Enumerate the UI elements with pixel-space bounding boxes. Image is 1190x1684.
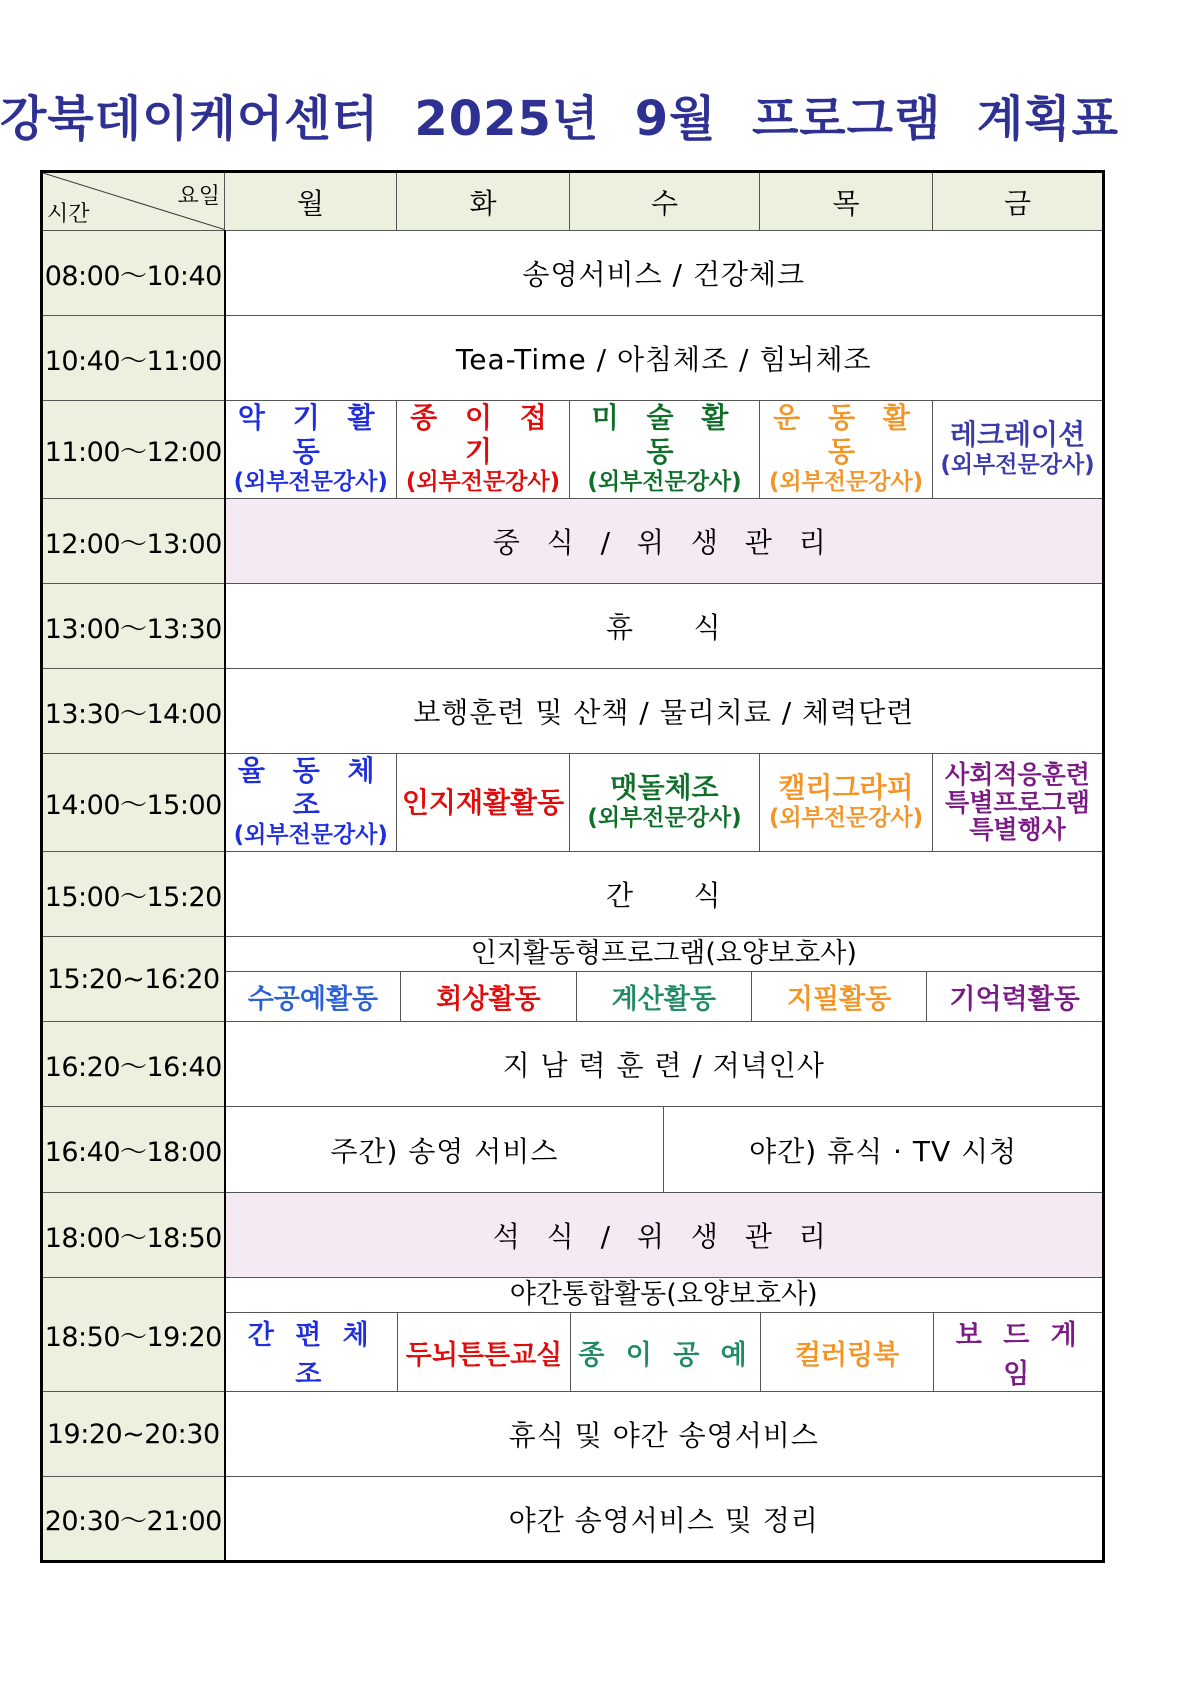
split-table (226, 1107, 1103, 1192)
corner-time-label: 시간 (47, 202, 90, 227)
activity-name: 맷돌체조 (610, 770, 719, 804)
activity-cell: 휴식 및 야간 송영서비스 (225, 1392, 1104, 1477)
night-cell: 야간) 휴식 · TV 시청 (664, 1107, 1102, 1192)
page-title: 강북데이케어센터 2025년 9월 프로그램 계획표 (0, 91, 1119, 147)
activity-name: 인지재활활동 (401, 785, 565, 819)
activity-cell: 컬러링북 (761, 1313, 934, 1391)
activity-cell: Tea-Time / 아침체조 / 힘뇌체조 (225, 316, 1104, 401)
schedule-row (42, 754, 1104, 852)
schedule-row (42, 584, 1104, 669)
activity-name: 종 이 접 기 (410, 401, 556, 468)
activity-cell: 종 이 공 예 (571, 1313, 761, 1391)
activity-cell: 보 드 게 임 (934, 1313, 1104, 1391)
time-cell: 20:30～21:00 (42, 1477, 225, 1562)
activity-cell (933, 754, 1104, 852)
activity-cell (933, 401, 1104, 499)
schedule-row (42, 1477, 1104, 1562)
time-cell: 11:00～12:00 (42, 401, 225, 499)
activity-cell: 지 남 력 훈 련 / 저녁인사 (225, 1022, 1104, 1107)
activity-group-cell (225, 1278, 1104, 1392)
time-cell: 16:20～16:40 (42, 1022, 225, 1107)
activity-line: 사회적응훈련 (945, 760, 1090, 790)
schedule-row (42, 316, 1104, 401)
activity-group-heading: 인지활동형프로그램(요양보호사) (226, 937, 1103, 972)
time-cell: 19:20~20:30 (42, 1392, 225, 1477)
activity-name: 운 동 활 동 (773, 401, 919, 468)
activity-name: 캘리그라피 (778, 770, 914, 804)
time-cell: 18:50～19:20 (42, 1278, 225, 1392)
activity-sub: (외부전문강사) (940, 452, 1095, 479)
corner-cell (42, 172, 225, 231)
activity-sub: (외부전문강사) (768, 469, 924, 496)
activity-cell: 간 식 (225, 852, 1104, 937)
activity-name: 미 술 활 동 (591, 401, 738, 468)
time-cell: 18:00～18:50 (42, 1193, 225, 1278)
activity-name: 율 동 체 조 (237, 754, 384, 821)
activity-name: 악 기 활 동 (237, 401, 384, 468)
activity-sub: (외부전문강사) (405, 469, 561, 496)
activity-cell (225, 754, 397, 852)
day-wed: 수 (570, 172, 760, 231)
time-cell: 16:40～18:00 (42, 1107, 225, 1193)
header-row (42, 172, 1104, 231)
schedule-row (42, 1107, 1104, 1193)
split-cell (225, 1107, 1104, 1193)
activity-group-heading: 야간통합활동(요양보호사) (226, 1278, 1103, 1313)
activity-sub: (외부전문강사) (768, 805, 924, 832)
activity-cell: 기억력활동 (927, 972, 1102, 1021)
day-tue: 화 (397, 172, 570, 231)
activity-line: 특별행사 (969, 815, 1066, 845)
activity-sub: (외부전문강사) (587, 469, 742, 496)
schedule-row (42, 499, 1104, 584)
activity-cell (570, 401, 760, 499)
activity-sub: (외부전문강사) (233, 822, 388, 849)
time-cell: 12:00～13:00 (42, 499, 225, 584)
activity-cell: 수공예활동 (247, 984, 379, 1016)
schedule-row (42, 1022, 1104, 1107)
activity-cell (397, 401, 570, 499)
time-cell: 14:00～15:00 (42, 754, 225, 852)
activity-sub: (외부전문강사) (233, 469, 388, 496)
schedule-row (42, 1278, 1104, 1392)
day-fri: 금 (933, 172, 1104, 231)
activity-cell (225, 401, 397, 499)
time-cell: 13:00～13:30 (42, 584, 225, 669)
schedule-row (42, 852, 1104, 937)
corner-day-label: 요일 (177, 184, 220, 209)
schedule-row (42, 1392, 1104, 1477)
time-cell: 13:30～14:00 (42, 669, 225, 754)
activity-cell (397, 754, 570, 852)
schedule-row (42, 669, 1104, 754)
activity-cell: 중 식 / 위 생 관 리 (225, 499, 1104, 584)
activity-cell (760, 754, 933, 852)
activity-group-table (226, 972, 1103, 1021)
activity-cell: 보행훈련 및 산책 / 물리치료 / 체력단련 (225, 669, 1104, 754)
schedule-table (40, 170, 1105, 1563)
activity-cell (760, 401, 933, 499)
activity-cell: 송영서비스 / 건강체크 (225, 231, 1104, 316)
time-cell: 15:00～15:20 (42, 852, 225, 937)
schedule-row (42, 937, 1104, 1022)
activity-cell: 야간 송영서비스 및 정리 (225, 1477, 1104, 1562)
activity-cell: 두뇌튼튼교실 (398, 1313, 571, 1391)
day-thu: 목 (760, 172, 933, 231)
time-cell: 08:00～10:40 (42, 231, 225, 316)
time-cell: 10:40～11:00 (42, 316, 225, 401)
activity-cell: 간 편 체 조 (247, 1320, 375, 1391)
activity-cell: 휴 식 (225, 584, 1104, 669)
schedule-row (42, 231, 1104, 316)
day-mon: 월 (225, 172, 397, 231)
activity-cell: 지필활동 (751, 972, 926, 1021)
activity-cell: 회상활동 (401, 972, 576, 1021)
activity-line: 특별프로그램 (945, 787, 1090, 817)
activity-group-cell (225, 937, 1104, 1022)
activity-cell: 석 식 / 위 생 관 리 (225, 1193, 1104, 1278)
time-cell: 15:20~16:20 (42, 937, 225, 1022)
activity-cell: 계산활동 (576, 972, 751, 1021)
activity-group-table (226, 1313, 1104, 1391)
activity-sub: (외부전문강사) (587, 805, 742, 832)
activity-cell (570, 754, 760, 852)
schedule-row (42, 401, 1104, 499)
schedule-row (42, 1193, 1104, 1278)
daytime-cell: 주간) 송영 서비스 (330, 1134, 559, 1168)
activity-name: 레크레이션 (949, 417, 1086, 451)
